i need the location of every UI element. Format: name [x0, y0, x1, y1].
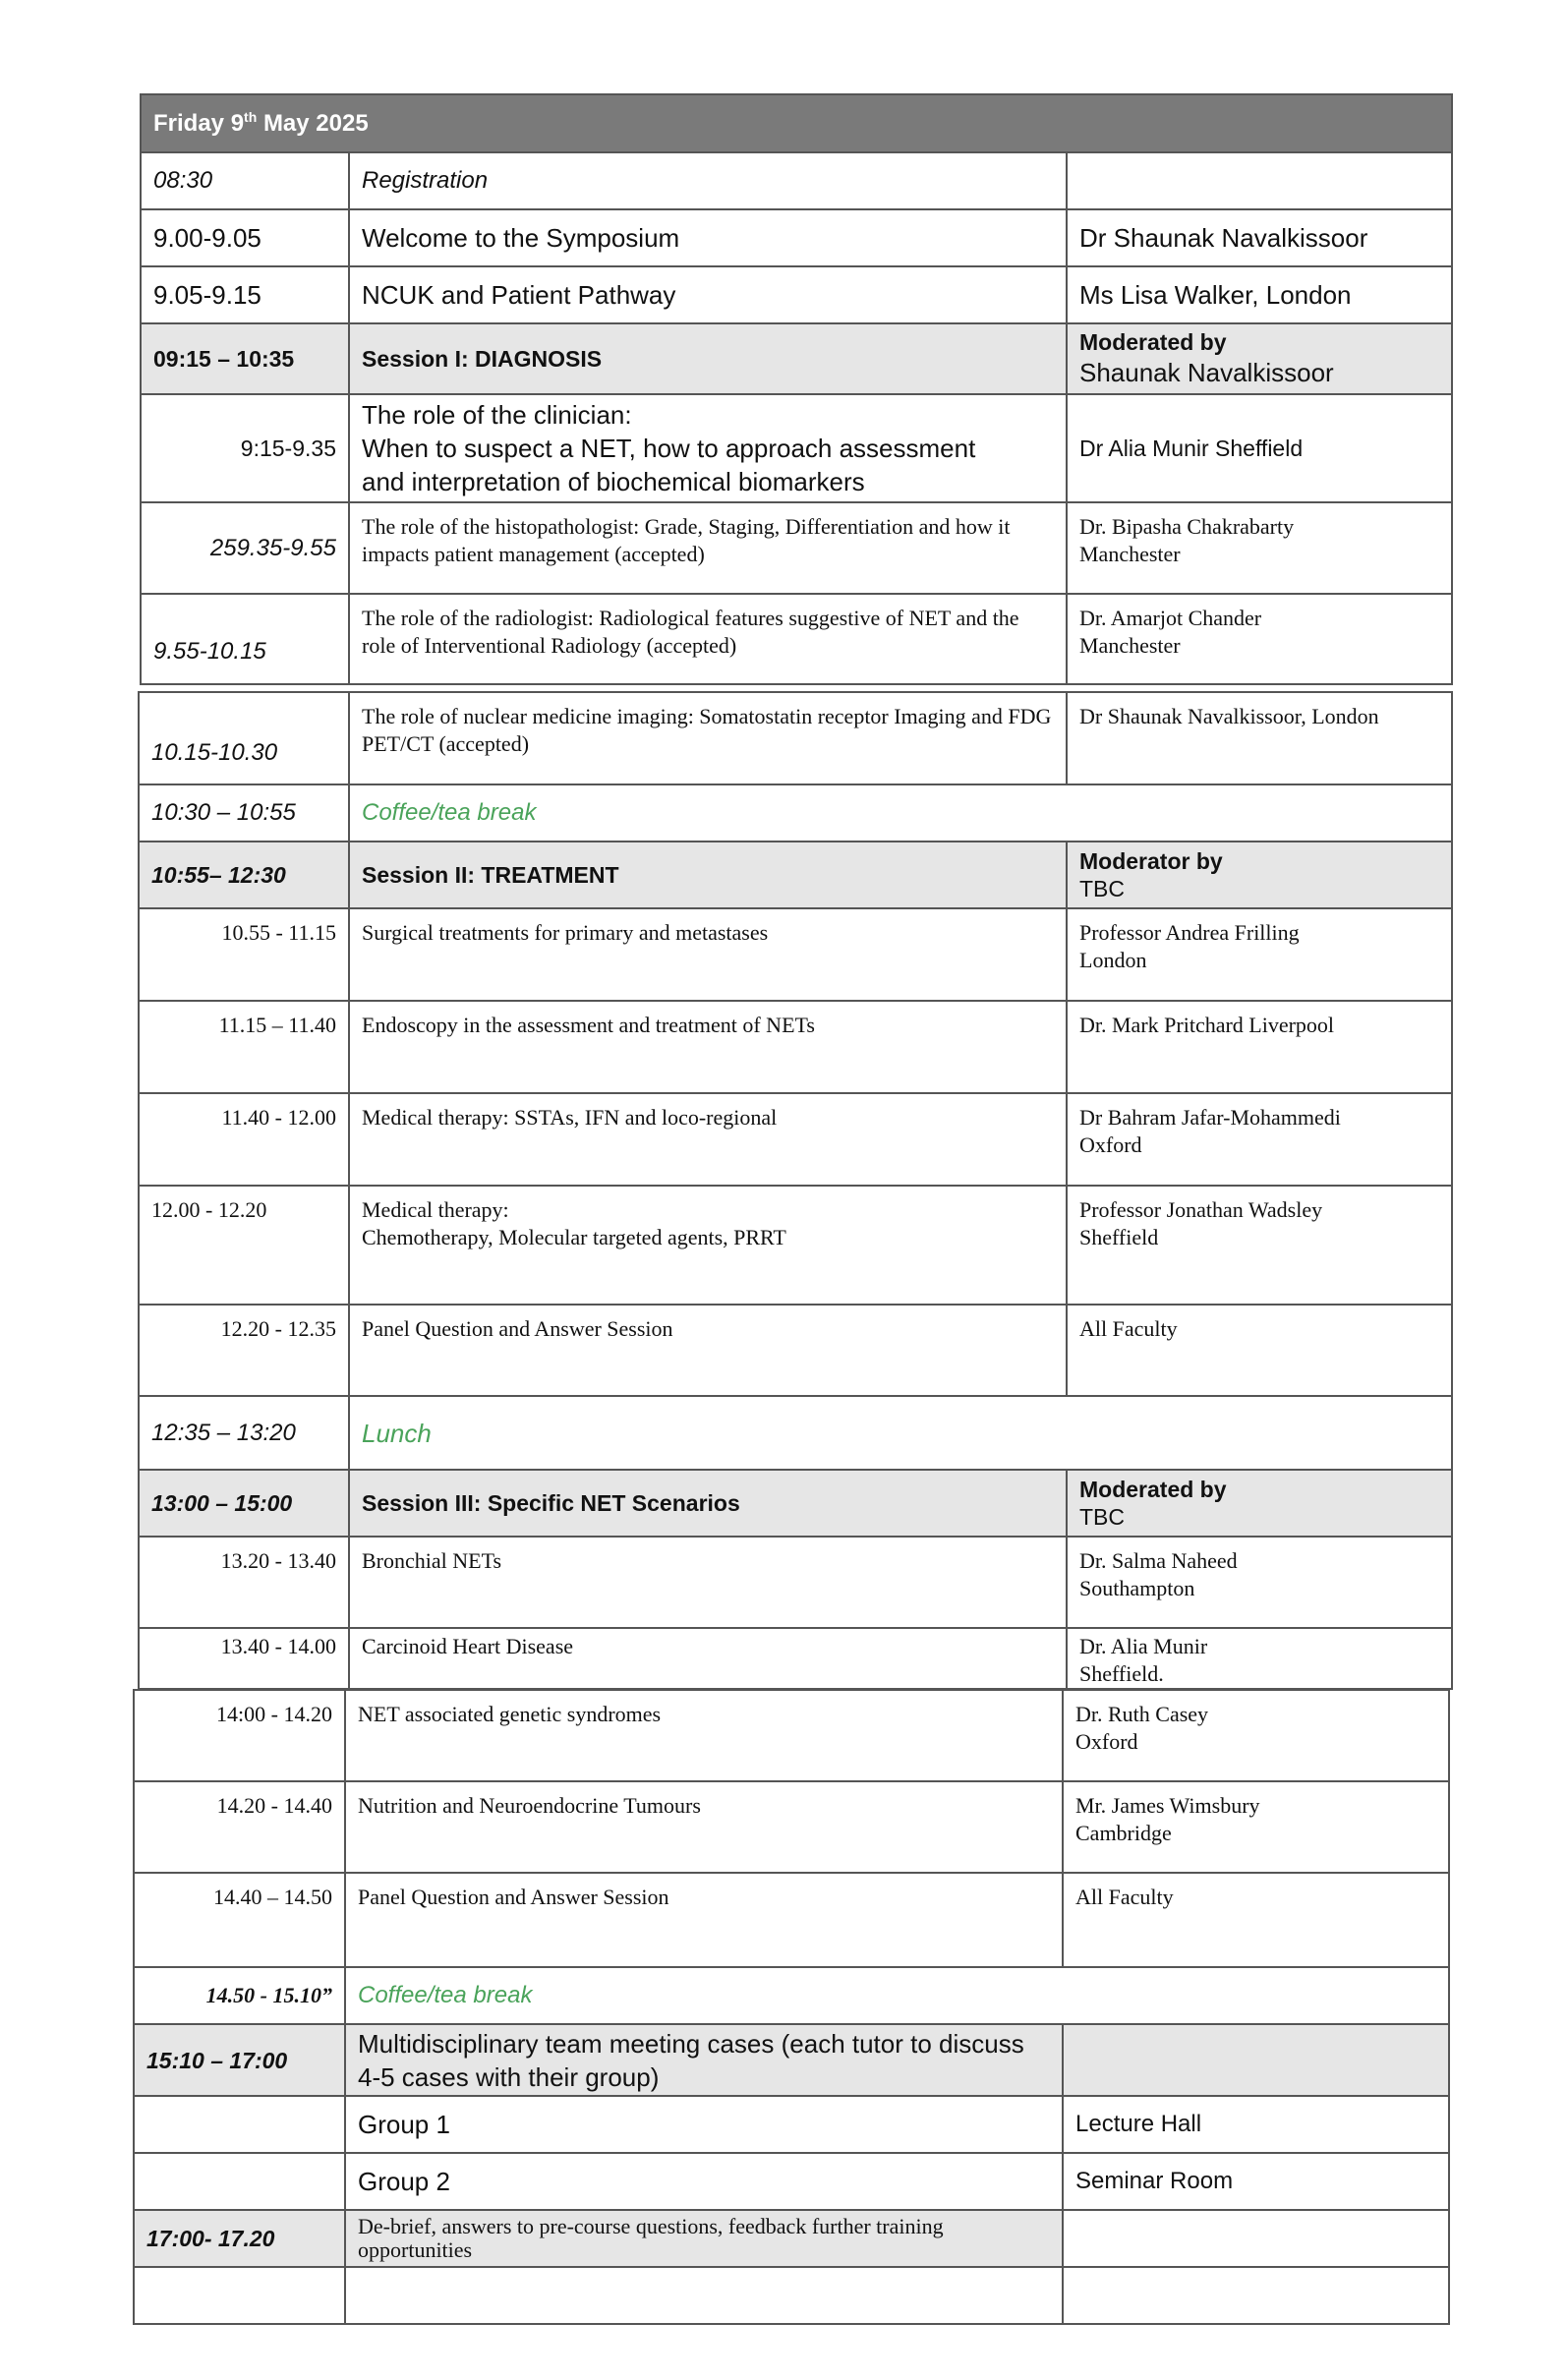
title-cell: Bronchial NETs — [349, 1537, 1067, 1628]
programme-table-part-1 — [140, 93, 1453, 685]
speaker-cell — [1067, 594, 1452, 684]
break-row — [134, 1967, 1449, 2024]
session-time: 10:55– 12:30 — [139, 842, 349, 908]
table-row — [141, 594, 1452, 684]
title-cell: Medical therapy: SSTAs, IFN and loco-regional — [349, 1093, 1067, 1186]
speaker-line: All Faculty — [1079, 1316, 1178, 1341]
table-row — [139, 1537, 1452, 1628]
table-row — [141, 394, 1452, 502]
speaker-line: Dr. Ruth Casey — [1075, 1702, 1209, 1726]
table-row — [139, 692, 1452, 784]
speaker-line: Manchester — [1079, 633, 1181, 658]
time-cell: 9.05-9.15 — [141, 266, 349, 323]
table-row — [141, 152, 1452, 209]
speaker-line: Sheffield — [1079, 1225, 1159, 1249]
lunch-row — [139, 1396, 1452, 1470]
session-2-row — [139, 842, 1452, 908]
title-cell: Panel Question and Answer Session — [345, 1873, 1063, 1967]
session-time: 15:10 – 17:00 — [134, 2024, 345, 2096]
speaker-line: Professor Andrea Frilling — [1079, 920, 1300, 945]
moderator-name: Shaunak Navalkissoor — [1079, 358, 1334, 387]
speaker-cell — [1067, 1305, 1452, 1396]
speaker-cell — [1067, 908, 1452, 1001]
time-cell: 12:35 – 13:20 — [139, 1396, 349, 1470]
title-cell — [349, 1186, 1067, 1305]
moderator-cell — [1067, 323, 1452, 394]
moderator-name: TBC — [1079, 1504, 1125, 1530]
title-cell: Welcome to the Symposium — [349, 209, 1067, 266]
time-cell: 11.15 – 11.40 — [139, 1001, 349, 1093]
time-cell: 11.40 - 12.00 — [139, 1093, 349, 1186]
speaker-line: Dr. Bipasha Chakrabarty — [1079, 514, 1295, 539]
time-cell: 14.50 - 15.10” — [134, 1967, 345, 2024]
title-cell: Surgical treatments for primary and metastases — [349, 908, 1067, 1001]
speaker-cell — [1063, 1873, 1449, 1967]
session-title: De-brief, answers to pre-course questions, feedback further training opportunities — [345, 2210, 1063, 2267]
speaker-cell — [1063, 1781, 1449, 1873]
speaker-line: Manchester — [1079, 542, 1181, 566]
speaker-cell — [1063, 1690, 1449, 1781]
speaker-line: Oxford — [1075, 1729, 1138, 1754]
empty-cell — [345, 2267, 1063, 2324]
session-time: 17:00- 17.20 — [134, 2210, 345, 2267]
session-title: Multidisciplinary team meeting cases (each tutor to discuss 4-5 cases with their group) — [345, 2024, 1063, 2096]
title-cell: Registration — [349, 152, 1067, 209]
speaker-line: Professor Jonathan Wadsley — [1079, 1197, 1323, 1222]
title-cell: The role of the radiologist: Radiological features suggestive of NET and the role of Interventional Radiology (accepted) — [349, 594, 1067, 684]
title-cell: Carcinoid Heart Disease — [349, 1628, 1067, 1689]
time-cell: 12.00 - 12.20 — [139, 1186, 349, 1305]
title-line: The role of the clinician: — [362, 400, 632, 430]
speaker-cell — [1067, 1093, 1452, 1186]
title-cell: Panel Question and Answer Session — [349, 1305, 1067, 1396]
date-header-row — [141, 94, 1452, 152]
speaker-line: Dr. Alia Munir — [1079, 1634, 1208, 1658]
moderator-label: Moderated by — [1079, 1477, 1227, 1502]
empty-cell — [1063, 2024, 1449, 2096]
time-cell: 08:30 — [141, 152, 349, 209]
time-cell: 10.55 - 11.15 — [139, 908, 349, 1001]
speaker-line: Southampton — [1079, 1576, 1195, 1600]
empty-cell — [134, 2267, 345, 2324]
speaker-line: Mr. James Wimsbury — [1075, 1793, 1260, 1818]
table-row — [141, 266, 1452, 323]
table-row — [141, 209, 1452, 266]
title-cell: Endoscopy in the assessment and treatment of NETs — [349, 1001, 1067, 1093]
time-cell: 12.20 - 12.35 — [139, 1305, 349, 1396]
title-cell — [349, 394, 1067, 502]
programme-table-part-2 — [138, 691, 1453, 1690]
session-3-row — [139, 1470, 1452, 1537]
time-cell: 10.15-10.30 — [139, 692, 349, 784]
title-cell: Nutrition and Neuroendocrine Tumours — [345, 1781, 1063, 1873]
header-day-suffix: th — [244, 109, 258, 125]
speaker-cell — [1067, 1186, 1452, 1305]
time-cell: 13.20 - 13.40 — [139, 1537, 349, 1628]
speaker-cell: Ms Lisa Walker, London — [1067, 266, 1452, 323]
time-cell: 14.40 – 14.50 — [134, 1873, 345, 1967]
group-room: Seminar Room — [1063, 2153, 1449, 2210]
speaker-line: Dr. Amarjot Chander — [1079, 606, 1262, 630]
empty-row — [134, 2267, 1449, 2324]
speaker-line: Dr. Mark Pritchard Liverpool — [1079, 1013, 1335, 1037]
time-cell: 9.55-10.15 — [141, 594, 349, 684]
time-cell: 10:30 – 10:55 — [139, 784, 349, 842]
time-cell: 259.35-9.55 — [141, 502, 349, 594]
debrief-row — [134, 2210, 1449, 2267]
lunch-label: Lunch — [349, 1396, 1452, 1470]
header-day: Friday 9 — [153, 110, 245, 137]
empty-cell — [134, 2096, 345, 2153]
time-cell: 9:15-9.35 — [141, 394, 349, 502]
speaker-cell: Dr Shaunak Navalkissoor — [1067, 209, 1452, 266]
title-line: Chemotherapy, Molecular targeted agents, PRRT — [362, 1225, 786, 1249]
speaker-line: All Faculty — [1075, 1885, 1174, 1909]
title-cell: NCUK and Patient Pathway — [349, 266, 1067, 323]
time-cell: 9.00-9.05 — [141, 209, 349, 266]
table-row — [134, 2096, 1449, 2153]
speaker-cell: Dr Alia Munir Sheffield — [1067, 394, 1452, 502]
table-row — [139, 1001, 1452, 1093]
title-line: When to suspect a NET, how to approach assessment — [362, 434, 976, 463]
moderator-label: Moderator by — [1079, 848, 1223, 874]
programme-table-part-3 — [133, 1689, 1450, 2325]
empty-cell — [1063, 2210, 1449, 2267]
title-line: Medical therapy: — [362, 1197, 509, 1222]
title-cell: The role of the histopathologist: Grade, Staging, Differentiation and how it impacts patient management (accepted) — [349, 502, 1067, 594]
time-cell: 14:00 - 14.20 — [134, 1690, 345, 1781]
break-row — [139, 784, 1452, 842]
empty-cell — [134, 2153, 345, 2210]
title-line: and interpretation of biochemical biomarkers — [362, 467, 865, 496]
table-row — [134, 1690, 1449, 1781]
title-cell: The role of nuclear medicine imaging: Somatostatin receptor Imaging and FDG PET/CT (accepted) — [349, 692, 1067, 784]
table-row — [139, 1305, 1452, 1396]
table-row — [139, 1628, 1452, 1689]
table-row — [134, 1873, 1449, 1967]
table-row — [139, 1186, 1452, 1305]
speaker-line: Dr Bahram Jafar-Mohammedi — [1079, 1105, 1341, 1130]
moderator-label: Moderated by — [1079, 329, 1227, 355]
table-row — [141, 502, 1452, 594]
speaker-cell — [1067, 502, 1452, 594]
session-title: Session I: DIAGNOSIS — [349, 323, 1067, 394]
speaker-cell — [1067, 1537, 1452, 1628]
speaker-line: Dr. Salma Naheed — [1079, 1548, 1238, 1573]
session-1-row — [141, 323, 1452, 394]
group-room: Lecture Hall — [1063, 2096, 1449, 2153]
table-row — [139, 1093, 1452, 1186]
group-name: Group 1 — [345, 2096, 1063, 2153]
speaker-line: London — [1079, 948, 1147, 972]
speaker-cell — [1067, 1628, 1452, 1689]
table-row — [139, 908, 1452, 1001]
moderator-name: TBC — [1079, 876, 1125, 901]
group-name: Group 2 — [345, 2153, 1063, 2210]
break-label: Coffee/tea break — [345, 1967, 1449, 2024]
speaker-cell — [1067, 152, 1452, 209]
mdt-row — [134, 2024, 1449, 2096]
time-cell: 14.20 - 14.40 — [134, 1781, 345, 1873]
session-time: 09:15 – 10:35 — [141, 323, 349, 394]
time-cell: 13.40 - 14.00 — [139, 1628, 349, 1689]
table-row — [134, 1781, 1449, 1873]
session-title: Session III: Specific NET Scenarios — [349, 1470, 1067, 1537]
empty-cell — [1063, 2267, 1449, 2324]
break-label: Coffee/tea break — [349, 784, 1452, 842]
speaker-line: Oxford — [1079, 1132, 1142, 1157]
date-header — [141, 94, 1452, 152]
title-cell: NET associated genetic syndromes — [345, 1690, 1063, 1781]
speaker-cell — [1067, 1001, 1452, 1093]
speaker-cell: Dr Shaunak Navalkissoor, London — [1067, 692, 1452, 784]
speaker-line: Cambridge — [1075, 1821, 1172, 1845]
speaker-line: Sheffield. — [1079, 1661, 1164, 1686]
session-title: Session II: TREATMENT — [349, 842, 1067, 908]
table-row — [134, 2153, 1449, 2210]
moderator-cell — [1067, 1470, 1452, 1537]
header-month-year: May 2025 — [262, 110, 369, 137]
moderator-cell — [1067, 842, 1452, 908]
session-time: 13:00 – 15:00 — [139, 1470, 349, 1537]
